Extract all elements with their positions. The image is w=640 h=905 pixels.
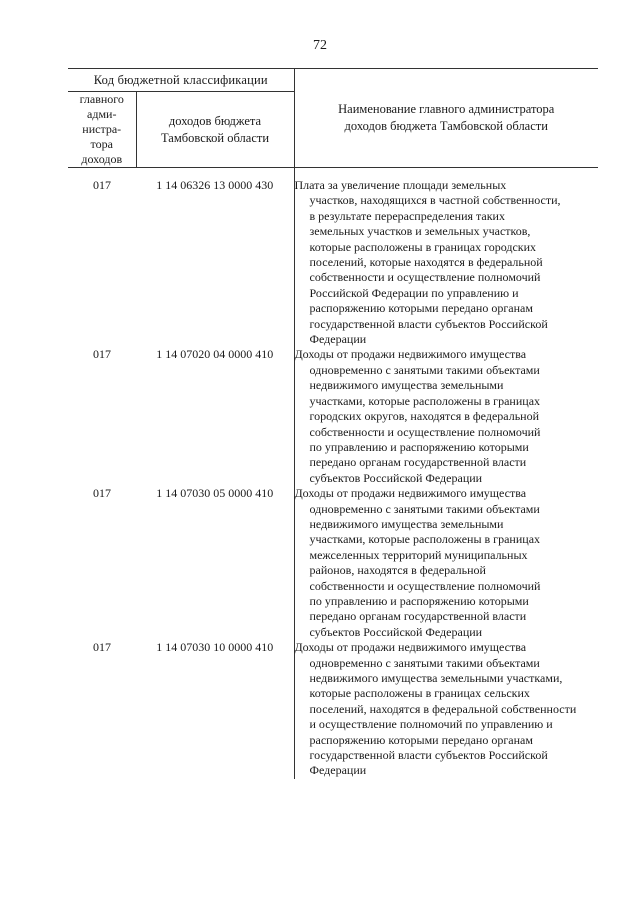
table-row [68, 486, 598, 640]
budget-classification-table [68, 68, 598, 779]
revenue-code-cell: 1 14 07020 04 0000 410 [136, 347, 294, 486]
revenue-name-line: Доходы от продажи недвижимого имущества [294, 347, 527, 362]
revenue-name-line: субъектов Российской Федерации [309, 470, 483, 485]
revenue-name-line: поселений, находятся в федеральной собственности [309, 701, 577, 716]
revenue-code-cell: 1 14 06326 13 0000 430 [136, 178, 294, 347]
revenue-name-line: земельных участков и земельных участков, [309, 224, 531, 239]
revenue-name-line: поселений, которые находятся в федеральной [309, 255, 543, 270]
revenue-code-cell: 1 14 07030 05 0000 410 [136, 486, 294, 640]
revenue-name-line: по управлению и распоряжению которыми [309, 439, 529, 454]
revenue-name-line: по управлению и распоряжению которыми [309, 593, 529, 608]
table-row [68, 178, 598, 347]
header-admin-line: тора [90, 137, 113, 151]
revenue-name-line: передано органам государственной власти [309, 455, 527, 470]
revenue-name-line: собственности и осуществление полномочий [309, 270, 541, 285]
revenue-name-line: одновременно с занятыми такими объектами [309, 501, 540, 516]
header-name-line: доходов бюджета Тамбовской области [344, 119, 548, 133]
header-admin-line: доходов [81, 152, 123, 166]
header-admin-line: нистра- [82, 122, 122, 136]
header-main-administrator [68, 92, 136, 168]
revenue-name-line: передано органам государственной власти [309, 609, 527, 624]
revenue-name-line: государственной власти субъектов Российской [309, 316, 548, 331]
revenue-name-line: Российской Федерации по управлению и [309, 285, 519, 300]
table-row [68, 640, 598, 779]
table-row [68, 347, 598, 486]
revenue-name-cell [294, 486, 598, 640]
revenue-name-line: участков, находящихся в частной собственности, [309, 193, 561, 208]
revenue-name-line: участками, которые расположены в границах [309, 532, 541, 547]
header-administrator-name [294, 69, 598, 168]
header-code-line: Тамбовской области [160, 130, 270, 145]
admin-code-cell: 017 [93, 178, 111, 192]
revenue-name-line: субъектов Российской Федерации [309, 624, 483, 639]
revenue-name-line: собственности и осуществление полномочий [309, 424, 541, 439]
revenue-name-line: Доходы от продажи недвижимого имущества [294, 486, 527, 501]
revenue-name-line: недвижимого имущества земельными [309, 378, 504, 393]
revenue-code-cell: 1 14 07030 10 0000 410 [136, 640, 294, 779]
revenue-name-line: городских округов, находятся в федеральной [309, 409, 540, 424]
revenue-name-line: Федерации [309, 763, 367, 778]
revenue-name-line: участками, которые расположены в границах [309, 393, 541, 408]
revenue-name-line: и осуществление полномочий по управлению и [309, 717, 553, 732]
page-number: 72 [313, 38, 327, 53]
revenue-name-cell [294, 178, 598, 347]
header-admin-line: адми- [87, 107, 117, 121]
revenue-name-line: одновременно с занятыми такими объектами [309, 362, 540, 377]
header-budget-classification-code: Код бюджетной классификации [68, 69, 294, 92]
revenue-name-cell [294, 347, 598, 486]
revenue-name-line: одновременно с занятыми такими объектами [309, 655, 540, 670]
revenue-name-line: Федерации [309, 332, 367, 347]
revenue-name-line: Плата за увеличение площади земельных [294, 178, 507, 192]
revenue-name-line: в результате перераспределения таких [309, 208, 505, 223]
header-name-line: Наименование главного администратора [338, 102, 555, 116]
admin-code-cell: 017 [93, 347, 111, 362]
header-budget-revenue-code [136, 92, 294, 168]
revenue-name-line: распоряжению которыми передано органам [309, 732, 533, 747]
revenue-name-line: которые расположены в границах городских [309, 239, 537, 254]
revenue-name-line: межселенных территорий муниципальных [309, 547, 528, 562]
header-admin-line: главного [79, 92, 124, 106]
revenue-name-line: государственной власти субъектов Российской [309, 748, 548, 763]
revenue-name-line: недвижимого имущества земельными [309, 516, 504, 531]
revenue-name-line: районов, находятся в федеральной [309, 563, 486, 578]
revenue-name-line: собственности и осуществление полномочий [309, 578, 541, 593]
header-code-line: доходов бюджета [168, 113, 262, 128]
revenue-name-line: недвижимого имущества земельными участками, [309, 671, 563, 685]
revenue-name-cell [294, 640, 598, 779]
admin-code-cell: 017 [93, 486, 111, 501]
revenue-name-line: которые расположены в границах сельских [309, 686, 530, 701]
admin-code-cell: 017 [93, 640, 111, 655]
revenue-name-line: распоряжению которыми передано органам [309, 301, 533, 316]
header-spacer-row [68, 168, 598, 179]
table-header [68, 69, 598, 168]
revenue-name-line: Доходы от продажи недвижимого имущества [294, 640, 527, 655]
